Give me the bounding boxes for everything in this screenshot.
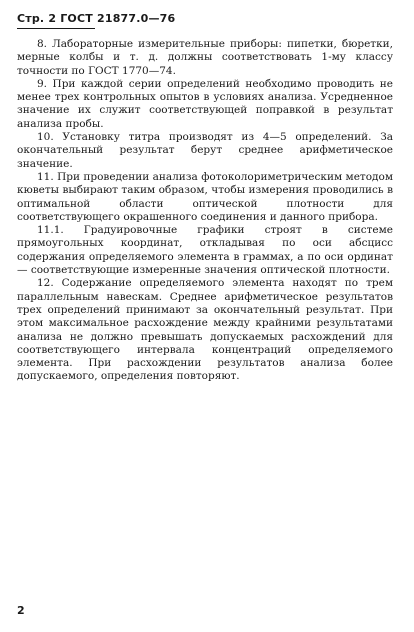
page-number: 2 [17,604,25,617]
paragraph-11-1: 11.1. Градуировочные графики строят в системе прямоугольных координат, откладывая по оси абсцисс содержания определяемого элемента в граммах, а по оси ординат — соответствующие измеренные значения оптической плотности. [17,224,393,277]
paragraph-8: 8. Лабораторные измерительные приборы: пипетки, бюретки, мерные колбы и т. д. должны соответствовать 1-му классу точности по ГОСТ 1770—74. [17,38,393,77]
paragraph-9: 9. При каждой серии определений необходимо проводить не менее трех контрольных опытов в условиях анализа. Усредненное значение их служит соответствующей поправкой в результат анализа пробы. [17,77,393,130]
paragraph-12: 12. Содержание определяемого элемента находят по трем параллельным навескам. Среднее арифметическое результатов трех определений принимают за окончательный результат. При этом максимальное расхождение между крайними результатами анализа не должно превышать допускаемых расхождений для соответствующего интервала концентраций определяемого элемента. При расхождении результатов анализа более допускаемого, определения повторяют. [17,277,393,383]
header-text: Стр. 2 ГОСТ 21877.0—76 [17,12,176,25]
paragraph-11: 11. При проведении анализа фотоколориметрическим методом кюветы выбирают таким образом, чтобы измерения проводились в оптимальной области оптической плотности для соответствующего окрашенного соединения и данного прибора. [17,170,393,223]
header-underline [17,28,95,29]
page-header [17,12,175,25]
paragraph-10: 10. Установку титра производят из 4—5 определений. За окончательный результат берут среднее арифметическое значение. [17,131,393,170]
document-body [17,38,393,384]
